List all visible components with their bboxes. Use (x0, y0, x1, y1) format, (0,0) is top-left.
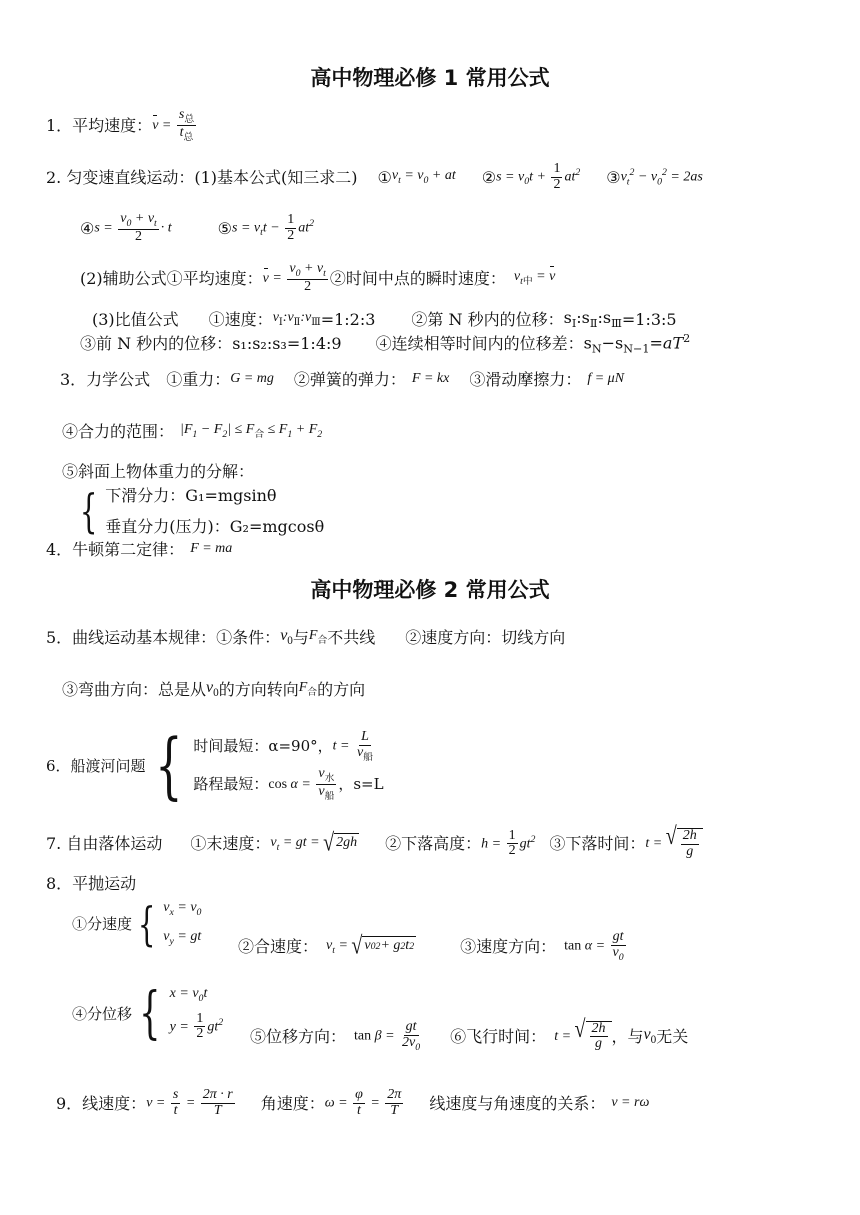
brace-icon: { (154, 723, 183, 808)
displacement-direction: ⑤位移方向： tan β = $\frac{gt}{2v_0}$ ⑥飞行时间： t = √ $\frac{2h}{g}$ ，与 $v_0$ 无关 (250, 1015, 689, 1053)
brace-icon: { (79, 483, 98, 538)
item-3-mechanics: 3．力学公式 ①重力： G = mg ②弹簧的弹力： F = kx ③滑动摩擦力： f = μN (60, 370, 625, 389)
title-required-2: 高中物理必修 2 常用公式 (310, 578, 550, 602)
component-velocity: ①分速度 { $v_x = v_0$ $v_y$ = gt (72, 896, 202, 951)
ratio-formula-2: ③前 N 秒内的位移： s₁:s₂:s₃=1:4:9 ④连续相等时间内的位移差： $s_N-s_{N-1}=aT^2$ (80, 332, 691, 356)
resultant-range: ④合力的范围： $|F_1 - F_2| \le F_合 \le F_1 + F_2$ (62, 422, 323, 441)
ratio-formula: (3)比值公式 ①速度： $v_Ⅰ:v_Ⅱ:v_Ⅲ$ =1:2:3 ②第 N 秒内的位移： $s_Ⅰ:s_Ⅱ:s_Ⅲ$ =1:3:5 (92, 308, 677, 331)
item-9-circular-motion: 9．线速度： v = $\frac{s}{t}$ = $\frac{2\pi \cdot r}{T}$ 角速度： ω = $\frac{\varphi}{t}$ = $\frac{2\pi}{T}$ 线速度与角速度的关系： v = rω (56, 1087, 650, 1118)
formula-row-4-5: ④ s = $\frac{v_0 + v_t}{2}$ · t ⑤ $s = v_tt$ − $\frac{1}{2}$ $at^2$ (80, 211, 314, 245)
incline-decomposition: ⑤斜面上物体重力的分解： (62, 462, 255, 481)
auxiliary-formula: (2)辅助公式①平均速度： v = $\frac{v_0 + v_t}{2}$ ②时间中点的瞬时速度： $v_{t中} = v$ (80, 261, 556, 295)
incline-components: { 下滑分力：G₁=mgsinθ 垂直分力(压力)：G₂=mgcosθ (79, 483, 325, 538)
item-8-projectile: 8．平抛运动 (46, 874, 137, 893)
item-4-newton-second-law: 4．牛顿第二定律： F = ma (46, 540, 233, 559)
component-displacement: ④分位移 { $x = v_0t$ y = $\frac{1}{2}$ $gt^2$ (72, 980, 224, 1046)
item-7-free-fall: 7. 自由落体运动 ①末速度： $v_t$ = gt = √ 2gh ②下落高度： h = $\frac{1}{2}$ $gt^2$ ③下落时间： t = √ $\frac{2h}{g}$ (46, 828, 703, 859)
item-2-uniform-acceleration: 2. 匀变速直线运动：(1)基本公式(知三求二) ① $v_t = v_0$ + at ② $s = v_0t$ + $\frac{1}{2}$ $at^2$ ③ $v_t^2 - v_0^2 = 2as$ (46, 161, 703, 192)
item-5-curvilinear-motion: 5．曲线运动基本规律：①条件： $v_0$ 与 $F_合$ 不共线 ②速度方向：切线方向 (46, 627, 566, 648)
brace-icon: { (139, 980, 161, 1046)
title-required-1: 高中物理必修 1 常用公式 (310, 66, 550, 90)
item-6-boat-crossing: 6．船渡河问题 { 时间最短：α=90°， t = $\frac{L}{v_船}$ 路程最短： cos α = $\frac{v_水}{v_船}$ ，s=L (46, 723, 384, 808)
bending-direction: ③弯曲方向：总是从 $v_0$ 的方向转向 $F_合$ 的方向 (62, 679, 366, 700)
item-1-average-speed: 1．平均速度： v = $\frac{s_总}{t_总}$ (46, 107, 195, 143)
resultant-velocity: ②合速度： $v_t$ = √ v 0 2 + g 2 t 2 ③速度方向： tan α = $\frac{gt}{v_0}$ (238, 929, 624, 963)
brace-icon: { (137, 896, 156, 951)
